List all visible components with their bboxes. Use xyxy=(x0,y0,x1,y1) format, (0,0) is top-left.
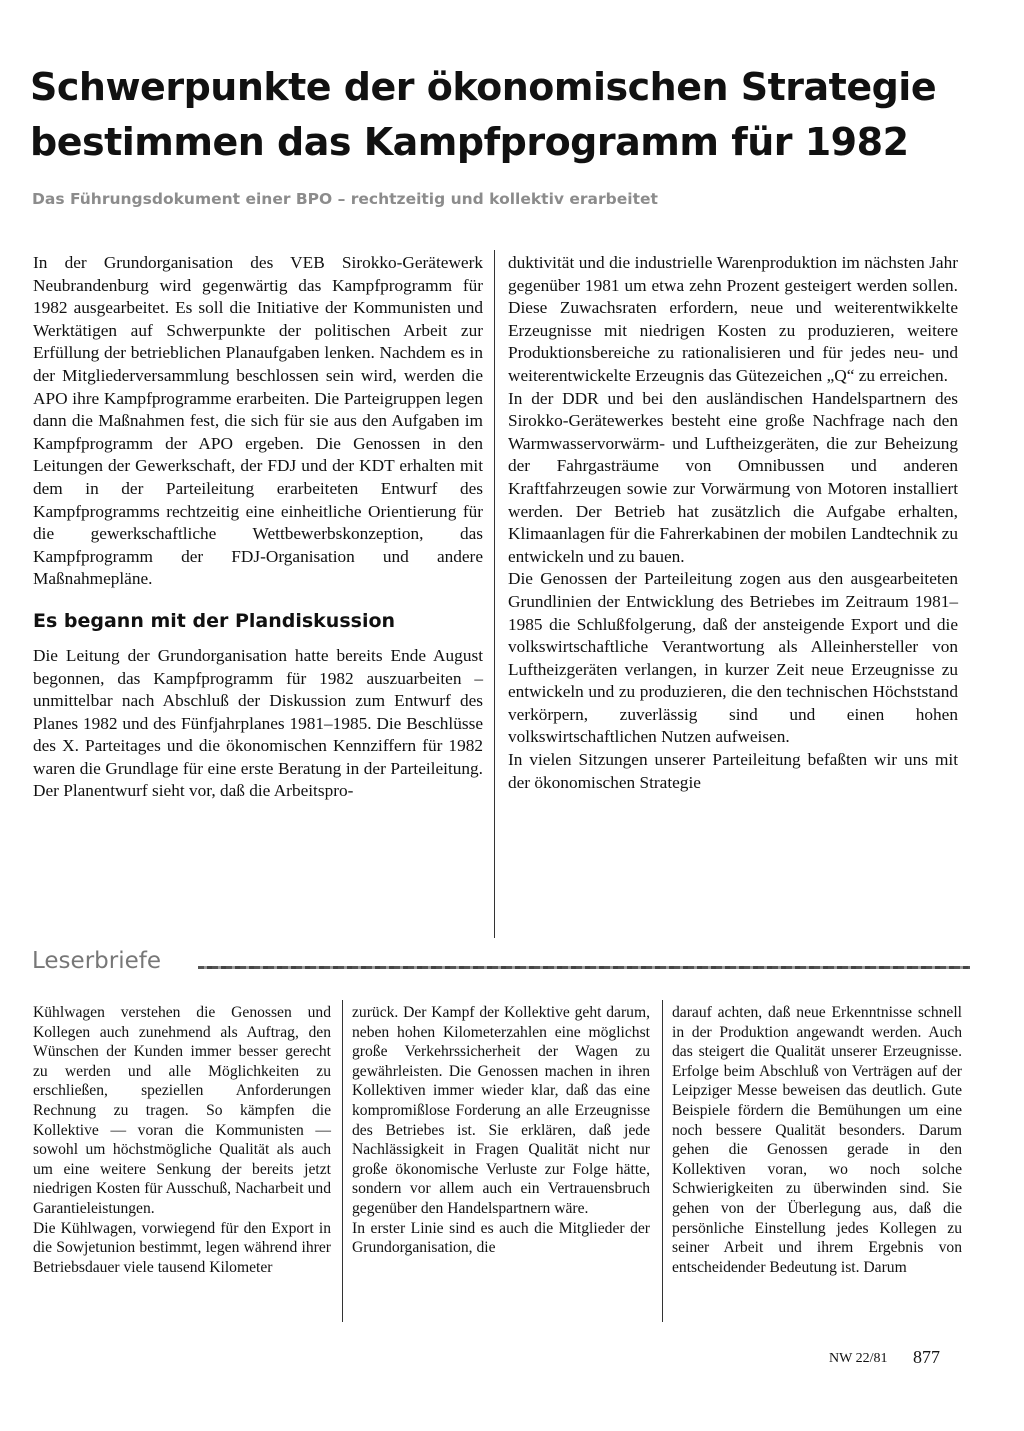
article-paragraph: In vielen Sitzungen unserer Parteileitung befaßten wir uns mit der ökonomischen Strategie xyxy=(508,750,958,792)
column-divider xyxy=(342,1000,343,1322)
letters-column-1 xyxy=(33,1003,331,1277)
subheadline: Das Führungsdokument einer BPO – rechtzeitig und kollektiv erarbeitet xyxy=(32,190,658,208)
letters-column-2 xyxy=(352,1003,650,1258)
headline xyxy=(30,60,990,170)
article-paragraph: Die Leitung der Grundorganisation hatte bereits Ende August begonnen, das Kampfprogramm für 1982 auszuarbeiten – unmittelbar nach Abschluß der Diskussion zum Entwurf des Planes 1982 und des Fünfjahrplanes 1981–1985. Die Beschlüsse des X. Parteitages und die ökonomischen Kennziffern für 1982 waren die Grundlage für eine erste Beratung in der Parteileitung. Der Planentwurf sieht vor, daß die Arbeitspro- xyxy=(33,645,483,801)
article-column-1 xyxy=(33,252,483,803)
column-divider xyxy=(494,250,495,938)
section-rule xyxy=(198,966,970,969)
article-paragraph: In der Grundorganisation des VEB Sirokko-Gerätewerk Neubrandenburg wird gegenwärtig das Kampfprogramm für 1982 ausgearbeitet. Es soll die Initiative der Kommunisten und Werktätigen auf Schwerpunkte der politischen Arbeit zur Erfüllung der betrieblichen Planaufgaben lenken. Nachdem es in der Mitgliederversammlung beschlossen sein wird, werden die APO ihre Kampfprogramme erarbeiten. Die Parteigruppen legen dann die Maßnahmen fest, die sich für sie aus den Aufgaben im Kampfprogramm der APO ergeben. Die Genossen in den Leitungen der Gewerkschaft, der FDJ und der KDT erhalten mit dem in der Parteileitung erarbeiteten Entwurf des Kampfprogramms rechtzeitig eine einheitliche Orientierung für die gewerkschaftliche Wettbewerbskonzeption, das Kampfprogramm der FDJ-Organisation und andere Maßnahmepläne. xyxy=(33,253,483,589)
section-label-leserbriefe: Leserbriefe xyxy=(32,948,161,974)
letters-column-3 xyxy=(672,1003,962,1277)
column-divider xyxy=(662,1000,663,1322)
article-paragraph: Die Genossen der Parteileitung zogen aus den ausgearbeiteten Grundlinien der Entwicklung des Betriebes im Zeitraum 1981–1985 die Schlußfolgerung, daß der ansteigende Export und die volkswirtschaftliche Verantwortung als Alleinhersteller von Luftheizgeräten verlangen, in kurzer Zeit neue Erzeugnisse zu entwickeln und zu produzieren, die den technischen Höchststand verkörpern, zuverlässig sind und einen hohen volkswirtschaftlichen Nutzen aufweisen. xyxy=(508,569,958,747)
letter-paragraph: Die Kühlwagen, vorwiegend für den Export in die Sowjetunion bestimmt, legen während ihrer Betriebsdauer viele tausend Kilometer xyxy=(33,1219,331,1276)
page-number: 877 xyxy=(913,1347,940,1367)
headline-line-2: bestimmen das Kampfprogramm für 1982 xyxy=(30,120,909,164)
headline-line-1: Schwerpunkte der ökonomischen Strategie xyxy=(30,65,937,109)
section-heading: Es begann mit der Plandiskussion xyxy=(33,609,396,632)
issue-label: NW 22/81 xyxy=(829,1351,888,1366)
letter-paragraph: Kühlwagen verstehen die Genossen und Kollegen auch zunehmend als Auftrag, den Wünschen der Kunden immer besser gerecht zu werden und alle Möglichkeiten zu erschließen, speziellen Anforderungen Rechnung zu tragen. So kämpfen die Kollektive — voran die Kommunisten — sowohl um höchstmögliche Qualität als auch um eine weitere Senkung der bereits jetzt niedrigen Kosten für Ausschuß, Nacharbeit und Garantieleistungen. xyxy=(33,1004,331,1217)
article-column-2 xyxy=(508,252,958,794)
letter-paragraph: darauf achten, daß neue Erkenntnisse schnell in der Produktion angewandt werden. Auch das steigert die Qualität unserer Erzeugnisse. Erfolge beim Abschluß von Verträgen auf der Leipziger Messe beweisen das deutlich. Gute Beispiele fördern die Bemühungen um eine noch bessere Qualität besonders. Darum gehen die Genossen gerade in den Kollektiven voran, wo noch solche Schwierigkeiten zu überwinden sind. Sie gehen von der Überlegung aus, daß die persönliche Einstellung jedes Kollegen zu seiner Arbeit und ihrem Ergebnis von entscheidender Bedeutung ist. Darum xyxy=(672,1004,962,1276)
article-paragraph: In der DDR und bei den ausländischen Handelspartnern des Sirokko-Gerätewerkes besteht eine große Nachfrage nach den Warmwasservorwärm- und Luftheizgeräten, die zur Beheizung der Fahrgasträume von Omnibussen und anderen Kraftfahrzeugen sowie zur Vorwärmung von Motoren installiert werden. Der Betrieb hat zusätzlich die Aufgabe erhalten, Klimaanlagen für die Fahrerkabinen der mobilen Landtechnik zu entwickeln und zu bauen. xyxy=(508,388,958,566)
article-paragraph: duktivität und die industrielle Warenproduktion im nächsten Jahr gegenüber 1981 um etwa zehn Prozent gesteigert werden sollen. Diese Zuwachsraten erfordern, neue und weiterentwikkelte Erzeugnisse mit niedrigen Kosten zu produzieren, weitere Produktionsbereiche zu rationalisieren und für jedes neu- und weiterentwickelte Erzeugnis das Gütezeichen „Q“ zu erreichen. xyxy=(508,253,958,385)
letter-paragraph: In erster Linie sind es auch die Mitglieder der Grundorganisation, die xyxy=(352,1219,650,1257)
letter-paragraph: zurück. Der Kampf der Kollektive geht darum, neben hohen Kilometerzahlen eine möglichst große Verkehrssicherheit der Wagen zu gewährleisten. Die Genossen machen in ihren Kollektiven immer wieder klar, daß das eine kompromißlose Forderung an alle Erzeugnisse des Betriebes ist. Sie erklären, daß jede Nachlässigkeit in Fragen Qualität nicht nur große ökonomische Verluste zur Folge hätte, sondern vor allem auch ein Vertrauensbruch gegenüber den Handelspartnern wäre. xyxy=(352,1004,650,1217)
